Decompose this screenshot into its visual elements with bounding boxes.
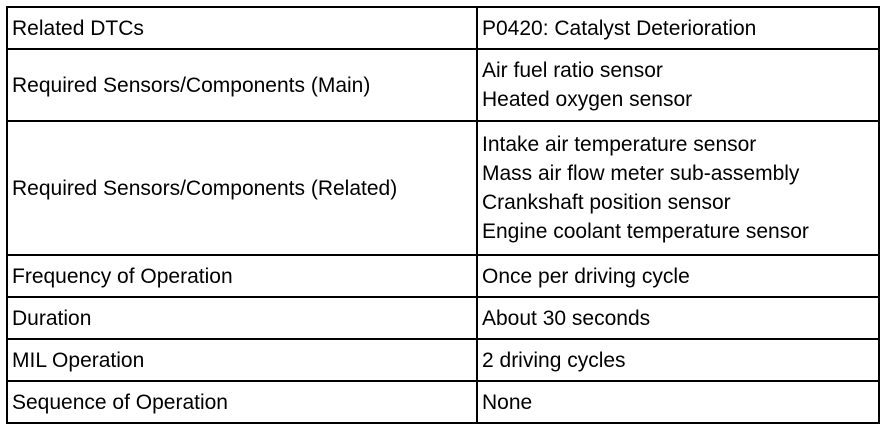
table-row — [7, 255, 879, 297]
row-label: Related DTCs — [7, 7, 477, 49]
row-value — [477, 121, 879, 255]
value-line: Mass air flow meter sub-assembly — [482, 162, 800, 185]
row-label: Frequency of Operation — [7, 255, 477, 297]
value-line: P0420: Catalyst Deterioration — [482, 16, 757, 40]
row-value — [477, 297, 879, 339]
value-line: None — [482, 390, 533, 414]
row-label: Required Sensors/Components (Main) — [7, 49, 477, 121]
table-row — [7, 49, 879, 121]
row-label: Duration — [7, 297, 477, 339]
row-value — [477, 339, 879, 381]
table-row — [7, 297, 879, 339]
value-line: Heated oxygen sensor — [482, 88, 693, 111]
table-row — [7, 7, 879, 49]
monitor-spec-table — [6, 6, 880, 424]
table-row — [7, 381, 879, 423]
row-label: Required Sensors/Components (Related) — [7, 121, 477, 255]
value-line: Once per driving cycle — [482, 264, 690, 288]
value-line: Crankshaft position sensor — [482, 191, 731, 214]
value-line: Air fuel ratio sensor — [482, 59, 663, 82]
row-label: MIL Operation — [7, 339, 477, 381]
row-value — [477, 255, 879, 297]
value-line: Engine coolant temperature sensor — [482, 220, 809, 243]
row-value — [477, 7, 879, 49]
table-row — [7, 121, 879, 255]
row-value — [477, 381, 879, 423]
table-row — [7, 339, 879, 381]
value-line: Intake air temperature sensor — [482, 133, 757, 156]
row-label: Sequence of Operation — [7, 381, 477, 423]
row-value — [477, 49, 879, 121]
value-line: About 30 seconds — [482, 306, 651, 330]
value-line: 2 driving cycles — [482, 348, 626, 372]
